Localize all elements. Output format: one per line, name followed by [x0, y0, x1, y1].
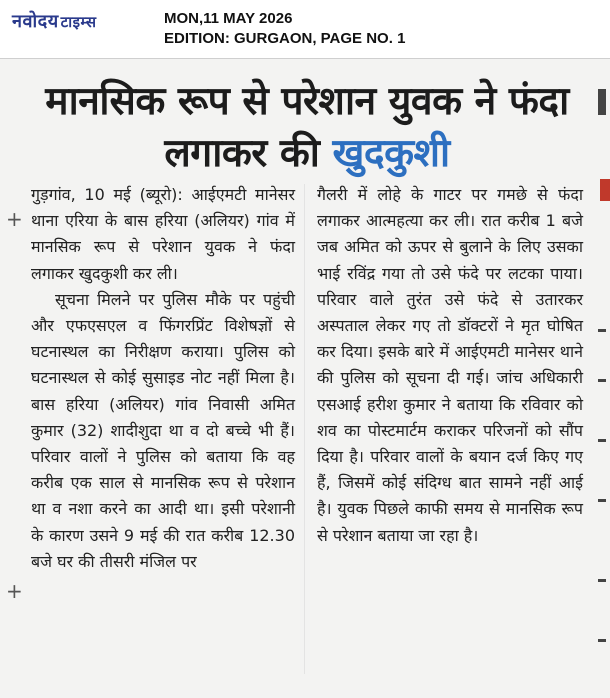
article-column-2: [317, 182, 583, 549]
article-headline: [22, 76, 592, 180]
edition-header: [0, 0, 610, 59]
edition-info: [164, 9, 405, 49]
registration-mark-icon: +: [6, 579, 23, 603]
logo-main: नवोदय: [12, 11, 59, 32]
headline-text: मानसिक रूप से परेशान युवक ने फंदा लगाकर की: [45, 79, 569, 176]
paragraph-3: गैलरी में लोहे के गाटर पर गमछे से फंदा लगाकर आत्महत्या कर ली। रात करीब 1 बजे जब अमित को ऊपर से बुलाने के लिए उसका भाई रविंद्र गया तो उसे फंदे पर लटका पाया। परिवार वाले तुरंत उसे फंदे से उतारकर अस्पताल लेकर गए तो डॉक्टरों ने मृत घोषित कर दिया। इसके बारे में आईएमटी मानेसर थाने की पुलिस को सूचना दी गई। जांच अधिकारी एसआई हरीश कुमार ने बताया कि रविवार को शव का पोस्टमार्टम कराकर परिजनों को सौंप दिया है। परिवार वालों के बयान दर्ज किए गए हैं, जिसमें कोई संदिग्ध बात सामने नहीं आई है। युवक पिछले काफी समय से मानसिक रूप से परेशान बताया जा रहा है।: [317, 185, 583, 545]
edge-red-block: [600, 179, 610, 201]
adjacent-page-edge: [594, 59, 610, 698]
registration-mark-icon: +: [6, 207, 23, 231]
edge-glyph: [598, 89, 606, 115]
paragraph-1: गुड़गांव, 10 मई (ब्यूरो): आईएमटी मानेसर थाना एरिया के बास हरिया (अलियर) गांव में मानसिक रूप से परेशान युवक ने फंदा लगाकर खुदकुशी कर ली।: [31, 185, 295, 283]
edition-date: MON,11 MAY 2026: [164, 10, 293, 27]
logo-sub: टाइम्स: [60, 13, 97, 31]
paragraph-2: सूचना मिलने पर पुलिस मौके पर पहुंची और एफएसएल व फिंगरप्रिंट विशेषज्ञों से घटनास्थल का निरीक्षण कराया। पुलिस को घटनास्थल से कोई सुसाइड नोट नहीं मिला है। बास हरिया (अलियर) गांव निवासी अमित कुमार (32) शादीशुदा था व दो बच्चे भी हैं। परिवार वालों ने पुलिस को बताया कि वह करीब एक साल से मानसिक रूप से परेशान था व नशा करने का आदी था। इसी परेशानी के कारण उसने 9 मई की रात करीब 12.30 बजे घर की तीसरी मंजिल पर: [31, 289, 295, 571]
newspaper-logo: [12, 9, 97, 33]
edge-glyph: [598, 579, 606, 582]
headline-highlight: खुदकुशी: [332, 131, 450, 176]
column-divider: [304, 184, 305, 674]
edge-glyph: [598, 379, 606, 382]
edge-glyph: [598, 329, 606, 332]
edition-page: EDITION: GURGAON, PAGE NO. 1: [164, 30, 406, 47]
article-column-1: [31, 182, 295, 575]
edge-glyph: [598, 439, 606, 442]
edge-glyph: [598, 499, 606, 502]
edge-glyph: [598, 639, 606, 642]
